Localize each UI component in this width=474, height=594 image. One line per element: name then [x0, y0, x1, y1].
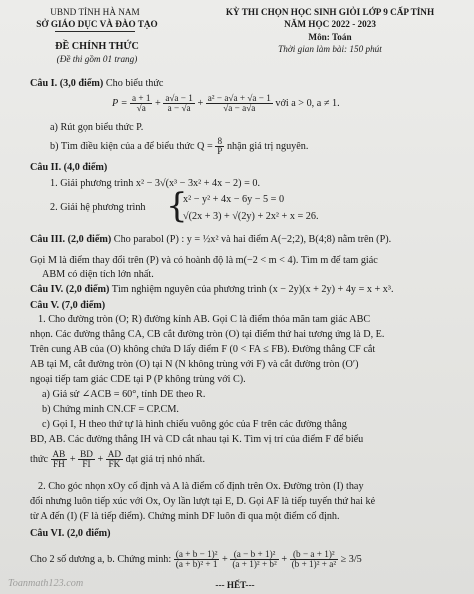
q1-part-a: a) Rút gọn biểu thức P.: [50, 122, 144, 133]
q5-line-3: Trên cung AB của (O) không chứa D lấy điểm F (0 < FA ≤ FB). Đường thẳng CF cắt: [30, 344, 376, 355]
q5-part-c-1: c) Gọi I, H theo thứ tự là hình chiếu vuông góc của F trên các đường thẳng: [42, 419, 347, 430]
end-marker: --- HẾT---: [215, 580, 255, 590]
system-eq-2: √(2x + 3) + √(2y) + 2x² + x = 26.: [183, 211, 319, 222]
system-eq-1: x² − y² + 4x − 6y − 5 = 0: [183, 194, 285, 205]
term-1: $\frac{\text{(a + b − 1)²}}{\text{(a + b)² + 1}}$: [175, 549, 218, 570]
q5-part-b: b) Chứng minh CN.CF = CP.CM.: [42, 404, 179, 415]
q6-inequality: Cho 2 số dương a, b. Chứng minh: $\frac{\text{(a + b − 1)²}}{\text{(a + b)² + 1}}$ + $\frac{\text{(a − b + 1)²}}{\text{(a + 1)² + b²}}$ + $\frac{\text{(b − a + 1)²}}{\text{(b + 1)² + a²}}$ ≥ 3/5: [30, 549, 362, 570]
q6-title: Câu VI. (2,0 điểm): [30, 528, 111, 539]
watermark: Toanmath123.com: [8, 578, 84, 589]
subject: Môn: Toán: [308, 32, 352, 42]
q1-title: Câu I. (3,0 điểm): [30, 78, 104, 89]
q3-line-1: Câu III. (2,0 điểm) Cho parabol (P) : y = ½x² và hai điểm A(−2;2), B(4;8) nằm trên (P).: [30, 234, 392, 245]
ratio-ad-fk: $\frac{AD}{FK}$: [107, 449, 122, 470]
official-label: ĐỀ CHÍNH THỨC: [55, 41, 139, 52]
q5-line-2: nhọn. Các đường thẳng CA, CB cắt đường tròn (O) tại điểm thứ hai tương ứng là D, E.: [30, 329, 385, 340]
q5-part-c-3: thức $\frac{AB}{FH}$ + $\frac{BD}{FI}$ + $\frac{AD}{FK}$ đạt giá trị nhỏ nhất.: [30, 449, 206, 470]
header-underline-left: [55, 31, 135, 32]
p-lhs: P =: [112, 98, 128, 110]
q2-title: Câu II. (4,0 điểm): [30, 162, 108, 173]
term-3: $\frac{\text{(b − a + 1)²}}{\text{(b + 1)² + a²}}$: [291, 549, 337, 570]
exam-title: KỲ THI CHỌN HỌC SINH GIỎI LỚP 9 CẤP TỈNH: [225, 7, 435, 17]
q5-title: Câu V. (7,0 điểm): [30, 300, 106, 311]
q1-condition: với a > 0, a ≠ 1.: [275, 98, 340, 110]
q1-intro: Cho biểu thức: [105, 78, 164, 89]
fraction-2: $\frac{a√a - 1}{a - √a}$: [165, 93, 193, 114]
q5-part2-line-1: 2. Cho góc nhọn xOy cố định và A là điểm cố định trên Ox. Đường tròn (I) thay: [38, 481, 364, 492]
q-fraction: $\frac{8}{P}$: [217, 136, 223, 157]
school-year: NĂM HỌC 2022 - 2023: [284, 19, 376, 29]
official-note: (Đề thi gồm 01 trang): [56, 54, 138, 64]
system-brace: {: [166, 186, 188, 226]
ratio-bd-fi: $\frac{BD}{FI}$: [80, 449, 93, 470]
authority-name: UBND TỈNH HÀ NAM: [50, 7, 140, 17]
term-2: $\frac{\text{(a − b + 1)²}}{\text{(a + 1)² + b²}}$: [232, 549, 277, 570]
q2-part-1: 1. Giải phương trình x² − 3√(x³ − 3x² + 4x − 2) = 0.: [50, 178, 261, 189]
department-name: SỞ GIÁO DỤC VÀ ĐÀO TẠO: [36, 19, 158, 29]
q3-title: Câu III. (2,0 điểm): [30, 234, 112, 245]
time-allowed: Thời gian làm bài: 150 phút: [278, 44, 382, 54]
q3-line-2: Gọi M là điểm thay đổi trên (P) và có hoành độ là m(−2 < m < 4). Tìm m để tam giác: [30, 255, 378, 266]
q5-part-a: a) Giả sử ∠ACB = 60°, tính DE theo R.: [42, 389, 206, 400]
fraction-3: $\frac{\text{a² − a√a + √a − 1}}{√a - a√a}$: [207, 93, 271, 114]
q5-part2-line-3: từ A đến (I) (F là tiếp điểm). Chứng minh DF luôn đi qua một điểm cố định.: [30, 511, 340, 522]
q1-expression: P = $\frac{a + 1}{√a}$ + $\frac{a√a - 1}{a - √a}$ + $\frac{\text{a² − a√a + √a − 1}}{√a - a√a}$ với a > 0, a ≠ 1.: [112, 93, 340, 114]
q1-line: [30, 78, 163, 89]
q3-line-3: ABM có diện tích lớn nhất.: [42, 269, 154, 280]
q4-line: Câu IV. (2,0 điểm) Tìm nghiệm nguyên của phương trình (x − 2y)(x + 2y) + 4y = x + x³.: [30, 284, 394, 295]
q5-line-4: AB tại M, cắt đường tròn (O) tại N (N không trùng với F) và cắt đường tròn (O′): [30, 359, 359, 370]
q5-part-c-2: BD, AB. Các đường thẳng IH và CD cắt nhau tại K. Tìm vị trí của điểm F để biểu: [30, 434, 364, 445]
ratio-ab-fh: $\frac{AB}{FH}$: [52, 449, 66, 470]
q5-part2-line-2: đổi nhưng luôn tiếp xúc với Ox, Oy lần lượt tại E, D. Gọi AF là tiếp tuyến thứ hai kẻ: [30, 496, 376, 507]
q5-line-5: ngoại tiếp tam giác CDE tại P (P không trùng với C).: [30, 374, 246, 385]
fraction-1: $\frac{a + 1}{√a}$: [132, 93, 151, 114]
q2-part-2: 2. Giải hệ phương trình: [50, 202, 146, 213]
q1-part-b: b) Tìm điều kiện của a để biểu thức Q = $\frac{8}{P}$ nhận giá trị nguyên.: [50, 136, 309, 157]
q5-line-1: 1. Cho đường tròn (O; R) đường kính AB. Gọi C là điểm thỏa mãn tam giác ABC: [38, 314, 371, 325]
q4-title: Câu IV. (2,0 điểm): [30, 284, 110, 295]
